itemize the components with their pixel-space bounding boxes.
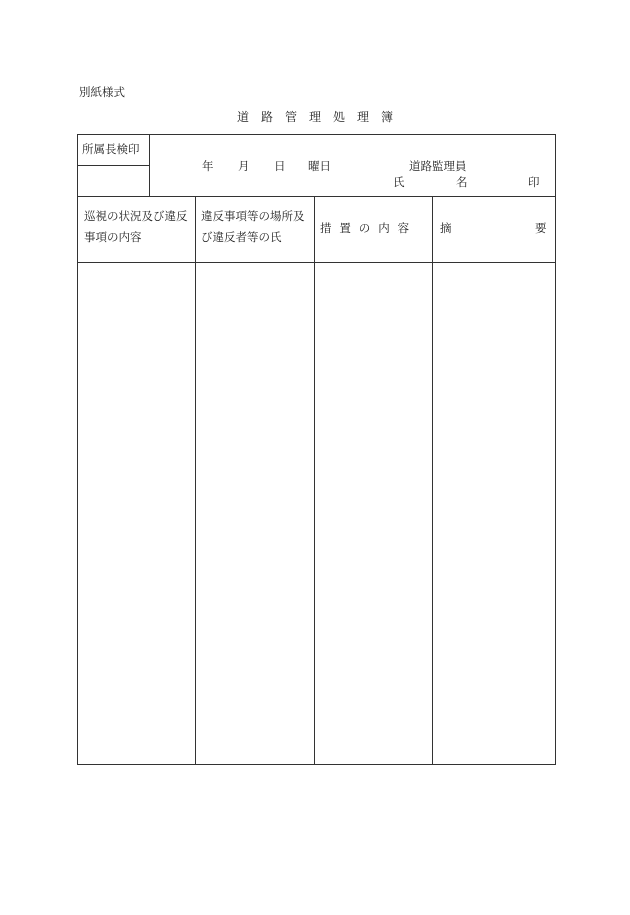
inspector-name-label-char: 名: [456, 175, 468, 189]
date-year-label: 年: [202, 159, 214, 173]
approval-stamp-box: [80, 167, 148, 194]
inspector-name-label-char: 氏: [393, 175, 405, 189]
column-header-remarks-char: 要: [535, 221, 547, 235]
ledger-table: [77, 134, 556, 765]
column-header-measures-char: 内: [378, 221, 390, 235]
column-header-measures-char: の: [358, 221, 371, 235]
document-title-char: 道: [237, 110, 250, 124]
document-title: [0, 111, 630, 125]
inspector-title: 道路監理員: [409, 159, 467, 173]
body-cell-violation-location[interactable]: [196, 263, 314, 763]
column-header-measures-char: 置: [339, 221, 351, 235]
date-day-label: 日: [274, 159, 286, 173]
column-header-measures-char: 容: [397, 221, 410, 235]
column-header-remarks: [440, 223, 548, 237]
document-title-char: 理: [357, 110, 370, 124]
column-header-patrol-status: 巡視の状況及び違反事項の内容: [84, 209, 188, 244]
body-cell-measures[interactable]: [315, 263, 432, 763]
body-cell-patrol-status[interactable]: [78, 263, 195, 763]
date-weekday-label: 曜日: [308, 159, 331, 173]
form-label: 別紙様式: [79, 85, 125, 99]
approval-stamp-label: 所属長検印: [82, 142, 140, 156]
document-title-char: 理: [309, 110, 322, 124]
date-month-label: 月: [238, 159, 250, 173]
inspector-name-label: [393, 177, 489, 190]
document-title-char: 簿: [381, 110, 394, 124]
column-header-remarks-char: 摘: [440, 221, 452, 235]
body-cell-remarks[interactable]: [433, 263, 555, 763]
inspector-seal-label: 印: [528, 175, 540, 189]
document-title-char: 路: [261, 110, 274, 124]
document-title-char: 管: [285, 110, 298, 124]
column-header-measures-char: 措: [320, 221, 332, 235]
document-title-char: 処: [333, 110, 346, 124]
column-header-violation-location: 違反事項等の場所及び違反者等の氏: [201, 209, 305, 244]
column-header-measures: [320, 223, 428, 237]
